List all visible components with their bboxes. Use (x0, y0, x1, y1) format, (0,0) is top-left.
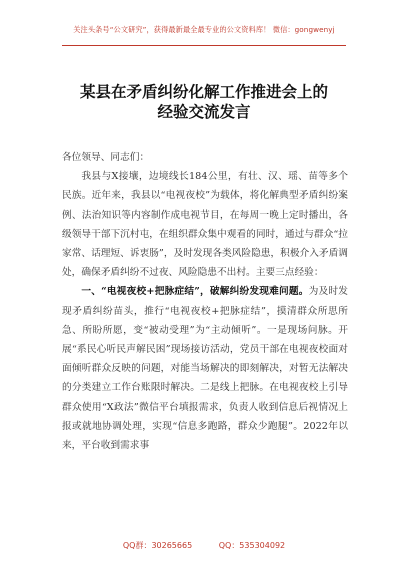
footer-qq: QQ：535304092 (218, 541, 286, 550)
document-body (62, 148, 348, 455)
salutation: 各位领导、同志们： (62, 152, 150, 163)
footer (0, 540, 408, 551)
title-line-2: 经验交流发言 (157, 102, 251, 121)
header-note: 关注头条号“公文研究”，获得最新最全最专业的公文资料库！ 微信：gongwenyj (73, 25, 335, 34)
header-divider (62, 45, 346, 46)
title-line-1: 某县在矛盾纠纷化解工作推进会上的 (79, 82, 328, 101)
footer-qq-group: QQ群：30265665 (122, 541, 193, 550)
paragraph-section-1 (62, 282, 348, 455)
document-title (0, 82, 408, 122)
section-1-heading: 一、“电视夜校+把脉症结”，破解纠纷发现难问题。 (81, 286, 309, 298)
section-1-text: 为及时发现矛盾纠纷苗头，推行“电视夜校+把脉症结”，摸清群众所思所急、所盼所愿，变“被动受理”为“主动倾听”。一是现场问脉。开展“系民心听民声解民困”现场接访活动，党员干部在电视夜校面对面倾听群众反映的问题，对能当场解决的即刻解决，对暂无法解决的分类建立工作台账限时解决。二是线上把脉。在电视夜校上引导群众使用“X政法”微信平台填报需求，负责人收到信息后视情况上报或就地协调处理，实现“信息多跑路，群众少跑腿”。2022年以来，平台收到需求事 (62, 286, 348, 452)
paragraph-intro: 我县与X接壤，边境线长184公里，有壮、汉、瑶、苗等多个民族。近年来，我县以“电视夜校”为载体，将化解典型矛盾纠纷案例、法治知识等内容制作成电视节目，在每周一晚上定时播出，各级领导干部下沉村屯，在组织群众集中观看的同时，通过与群众“拉家常、话理短、诉衷肠”，及时发现各类风险隐患，积极介入矛盾调处，确保矛盾纠纷不过夜、风险隐患不出村。主要三点经验： (62, 171, 348, 279)
